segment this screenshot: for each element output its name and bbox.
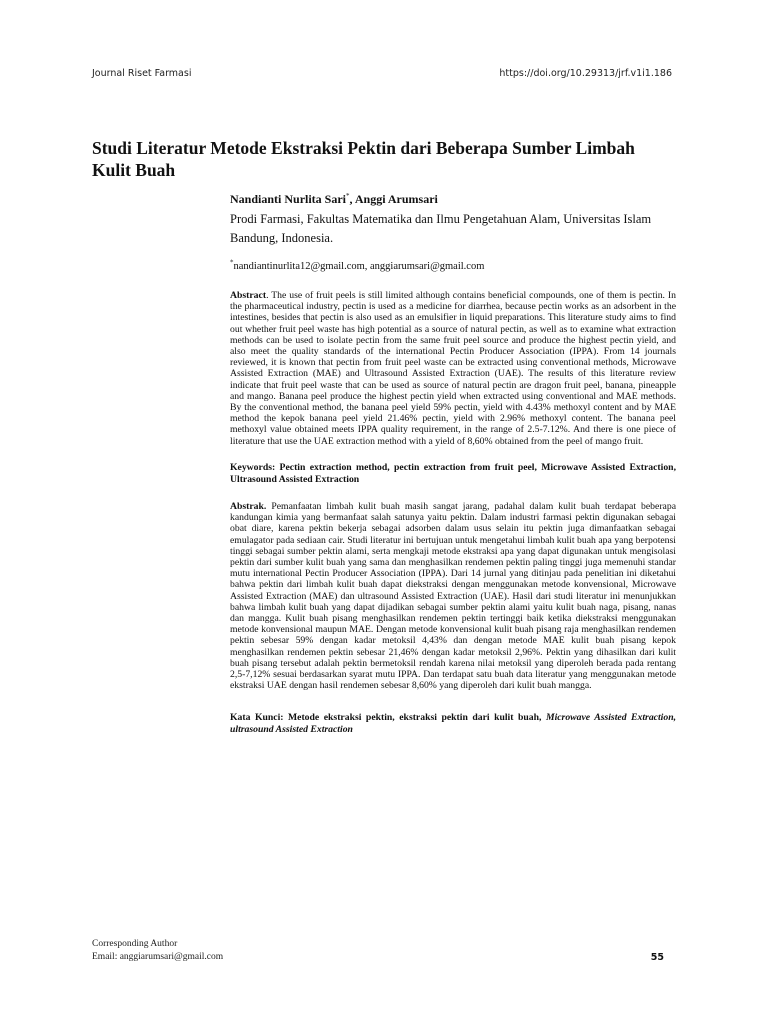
affiliation: Prodi Farmasi, Fakultas Matematika dan Ilmu Pengetahuan Alam, Universitas Islam Bandung, Indonesia. bbox=[230, 212, 652, 245]
corresponding-author-label: Corresponding Author bbox=[92, 939, 178, 949]
author-emails bbox=[230, 260, 676, 274]
corresponding-mark: * bbox=[346, 192, 350, 200]
abstrak-label: Abstrak. bbox=[230, 501, 267, 512]
keywords-english: Keywords: Pectin extraction method, pectin extraction from fruit peel, Microwave Assisted Extraction, Ultrasound Assisted Extraction bbox=[230, 462, 676, 485]
keywords-indonesian bbox=[230, 712, 676, 736]
corresponding-author-email: Email: anggiarumsari@gmail.com bbox=[92, 952, 224, 962]
author-rest: , Anggi Arumsari bbox=[349, 192, 438, 206]
abstract-body: . The use of fruit peels is still limited although contains beneficial compounds, one of them is pectin. In the pharmaceutical industry, pectin is used as a medicine for diarrhea, because pectin works as an adsorbent in the intestines, besides that pectin is also used as an emulsifier in liquid preparations. This literature study aims to find out whether fruit peel waste has high potential as a source of natural pectin, as well as to examine what extraction methods can be used to isolate pectin from the same fruit peel source and produce the highest pectin yield, and also meet the quality standards of the international Pectin Producer Association (IPPA). From 14 journals reviewed, it is known that pectin from fruit peel waste can be extracted using conventional methods, Microwave Assisted Extraction (MAE) and Ultrasound Assisted Extraction (UAE). The results of this literature review indicate that fruit peel waste that can be used as source of natural pectin are dragon fruit peel, banana, pineapple and mango. Banana peel produce the highest pectin yield when extracted using conventional and MAE methods. By the conventional method, the banana peel yield 59% pectin, yield with 4.43% methoxyl content and by MAE method the kepok banana peel yield 21.46% pectin, yield with 2.96% methoxyl content. The banana peel methoxyl value obtained meets IPPA quality requirement, in the range of 2.5-7.12%. And there is one piece of literature that use the UAE extraction method with a yield of 8,60% obtained from the peel of mango fruit. bbox=[230, 290, 676, 447]
kata-kunci-plain: Kata Kunci: Metode ekstraksi pektin, ekstraksi pektin dari kulit buah, bbox=[230, 712, 546, 723]
author-list bbox=[230, 191, 676, 207]
paper-title: Studi Literatur Metode Ekstraksi Pektin dari Beberapa Sumber Limbah Kulit Buah bbox=[92, 138, 635, 180]
abstract-label: Abstract bbox=[230, 290, 267, 301]
doi-link[interactable]: https://doi.org/10.29313/jrf.v1i1.186 bbox=[499, 68, 672, 79]
abstract-indonesian bbox=[230, 501, 676, 691]
author-first: Nandianti Nurlita Sari bbox=[230, 192, 347, 206]
journal-name: Journal Riset Farmasi bbox=[92, 68, 192, 79]
email-mark: * bbox=[230, 258, 234, 267]
kata-kunci-italic: Microwave Assisted Extraction, ultrasound Assisted Extraction bbox=[230, 712, 677, 735]
page-number: 55 bbox=[650, 952, 664, 963]
email-text: nandiantinurlita12@gmail.com, anggiarumsari@gmail.com bbox=[233, 261, 485, 272]
abstract-english bbox=[230, 290, 676, 447]
abstrak-body: Pemanfaatan limbah kulit buah masih sangat jarang, padahal dalam kulit buah terdapat beberapa kandungan kimia yang bermanfaat salah satunya yaitu pektin. Dalam industri farmasi pektin digunakan sebagai obat diare, karena pektin bekerja sebagai adsorben dalam usus selain itu pektin juga dimanfaatkan sebagai emulagator pada sediaan cair. Studi literatur ini bertujuan untuk mengetahui limbah kulit buah apa yang berpotensi tinggi sebagai sumber pektin alami, serta mengkaji metode ekstraksi apa yang dapat digunakan untuk mengisolasi pektin dari sumber kulit buah yang sama dan menghasilkan rendemen pektin paling tinggi juga memenuhi standar mutu international Pectin Producer Association (IPPA). Dari 14 jurnal yang ditinjau pada penelitian ini diketahui bahwa pektin dari limbah kulit buah dapat diekstraksi dengan menggunakan metode konvensional, Microwave Assisted Extraction (MAE) dan ultrasound Assisted Extraction (UAE). Hasil dari studi literatur ini menunjukkan bahwa limbah kulit buah yang dapat dijadikan sebagai sumber pektin alami yaitu kulit buah naga, pisang, nanas dan mangga. Kulit buah pisang menghasilkan rendemen pektin tertinggi baik ketika diekstraksi menggunakan metode konvensional maupun MAE. Dengan metode konvensional kulit buah pisang raja menghasilkan rendemen pektin sebesar 59% dengan kadar metoksil 4,43% dan dengan metode MAE kulit buah pisang kepok menghasilkan rendemen pektin sebesar 21,46% dengan kadar metoksil 2,96%. Pektin yang dihasilkan dari kulit buah pisang tersebut adalah pektin bermetoksil rendah karena nilai metoksil yang diperoleh berada pada rentang 2,5-7,12% sesuai berdasarkan syarat mutu IPPA. Dan terdapat satu buah data literatur yang menggunakan metode ekstraksi UAE dengan hasil rendemen sebesar 8,60% yang diperoleh dari kulit buah mangga. bbox=[230, 501, 676, 692]
